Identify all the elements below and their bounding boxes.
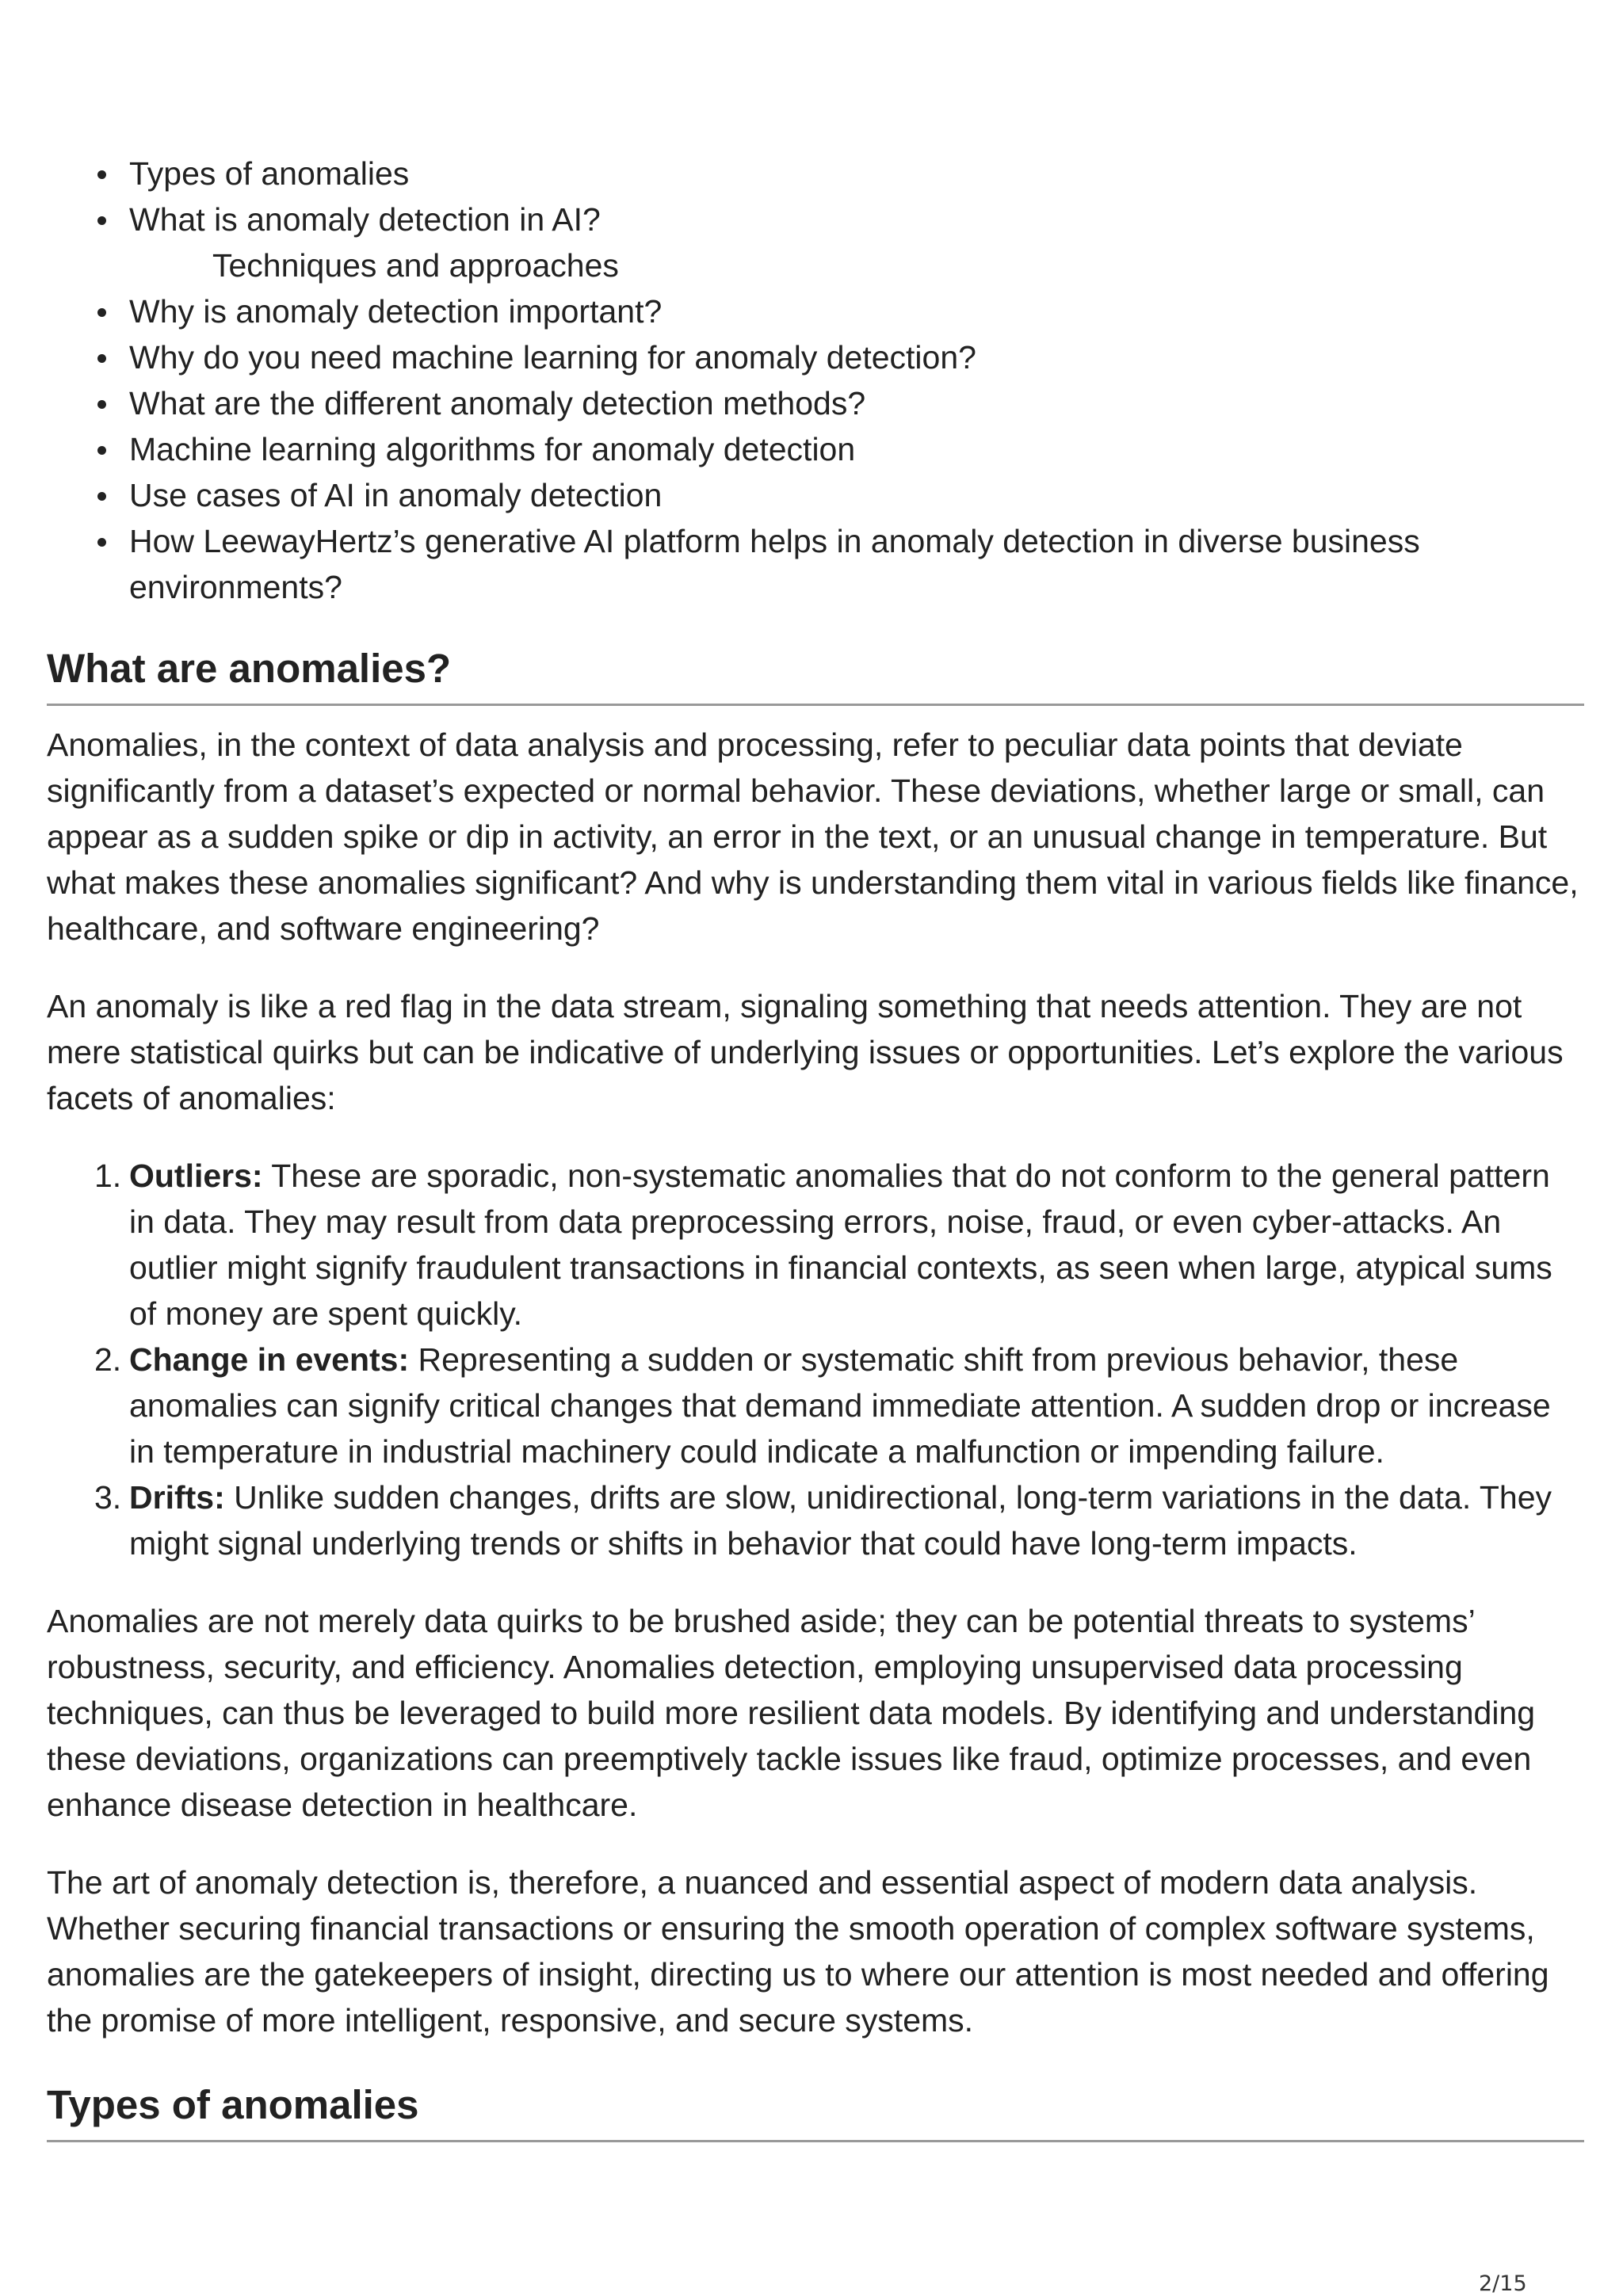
toc-item[interactable] <box>47 426 1584 472</box>
toc-item[interactable] <box>47 518 1584 610</box>
toc-item-label[interactable]: Types of anomalies <box>129 155 410 192</box>
list-number: 3. <box>94 1479 122 1516</box>
list-number: 2. <box>94 1341 122 1378</box>
anomaly-facets-list <box>47 1153 1584 1566</box>
list-text: Representing a sudden or systematic shift from previous behavior, these anomalies can signify critical changes that demand immediate attention. A sudden drop or increase in temperature in industrial machinery could indicate a malfunction or impending failure. <box>129 1341 1551 1470</box>
toc-item-label[interactable]: Use cases of AI in anomaly detection <box>129 477 663 513</box>
paragraph-red-flag: An anomaly is like a red flag in the data stream, signaling something that needs attention. They are not mere statistical quirks but can be indicative of underlying issues or opportunities. Let’s explore the various facets of anomalies: <box>47 988 1564 1116</box>
list-term: Outliers: <box>129 1158 263 1194</box>
list-number: 1. <box>94 1158 122 1194</box>
toc-item[interactable] <box>47 380 1584 426</box>
paragraph-art-of-detection: The art of anomaly detection is, therefore, a nuanced and essential aspect of modern data analysis. Whether securing financial transactions or ensuring the smooth operation of complex software systems, anomalies are the gatekeepers of insight, directing us to where our attention is most needed and offering the promise of more intelligent, responsive, and secure systems. <box>47 1864 1549 2039</box>
document-page <box>47 151 1584 2142</box>
toc-item[interactable] <box>47 334 1584 380</box>
toc-item[interactable] <box>47 472 1584 518</box>
toc-item-label[interactable]: Why do you need machine learning for anomaly detection? <box>129 339 976 376</box>
list-item-outliers <box>47 1153 1584 1337</box>
table-of-contents <box>47 151 1584 610</box>
list-item-change-in-events <box>47 1337 1584 1474</box>
toc-item[interactable] <box>47 288 1584 334</box>
list-term: Drifts: <box>129 1479 225 1516</box>
toc-subitem[interactable] <box>47 242 1584 288</box>
list-text: Unlike sudden changes, drifts are slow, unidirectional, long-term variations in the data. They might signal underlying trends or shifts in behavior that could have long-term impacts. <box>129 1479 1552 1562</box>
toc-item[interactable] <box>47 196 1584 242</box>
toc-item-label[interactable]: What are the different anomaly detection methods? <box>129 385 866 421</box>
paragraph-threats: Anomalies are not merely data quirks to be brushed aside; they can be potential threats to systems’ robustness, security, and efficiency. Anomalies detection, employing unsupervised data processing techniques, can thus be leveraged to build more resilient data models. By identifying and understanding these deviations, organizations can preemptively tackle issues like fraud, optimize processes, and even enhance disease detection in healthcare. <box>47 1603 1536 1823</box>
section-heading-what-are-anomalies: What are anomalies? <box>47 645 1584 706</box>
toc-item-label[interactable]: Techniques and approaches <box>212 247 619 284</box>
page-number: 2/15 <box>1479 2271 1527 2296</box>
list-text: These are sporadic, non-systematic anomalies that do not conform to the general pattern in data. They may result from data preprocessing errors, noise, fraud, or even cyber-attacks. An outlier might signify fraudulent transactions in financial contexts, as seen when large, atypical sums of money are spent quickly. <box>129 1158 1552 1332</box>
section-heading-types-of-anomalies: Types of anomalies <box>47 2081 1584 2142</box>
list-term: Change in events: <box>129 1341 410 1378</box>
toc-item-label[interactable]: Machine learning algorithms for anomaly detection <box>129 431 856 467</box>
toc-item-label[interactable]: Why is anomaly detection important? <box>129 293 663 330</box>
toc-item[interactable] <box>47 151 1584 196</box>
toc-item-label[interactable]: What is anomaly detection in AI? <box>129 201 601 238</box>
toc-item-label[interactable]: How LeewayHertz’s generative AI platform helps in anomaly detection in diverse business environments? <box>129 523 1420 605</box>
list-item-drifts <box>47 1474 1584 1566</box>
paragraph-definition: Anomalies, in the context of data analysis and processing, refer to peculiar data points that deviate significantly from a dataset’s expected or normal behavior. These deviations, whether large or small, can appear as a sudden spike or dip in activity, an error in the text, or an unusual change in temperature. But what makes these anomalies significant? And why is understanding them vital in various fields like finance, healthcare, and software engineering? <box>47 727 1579 947</box>
